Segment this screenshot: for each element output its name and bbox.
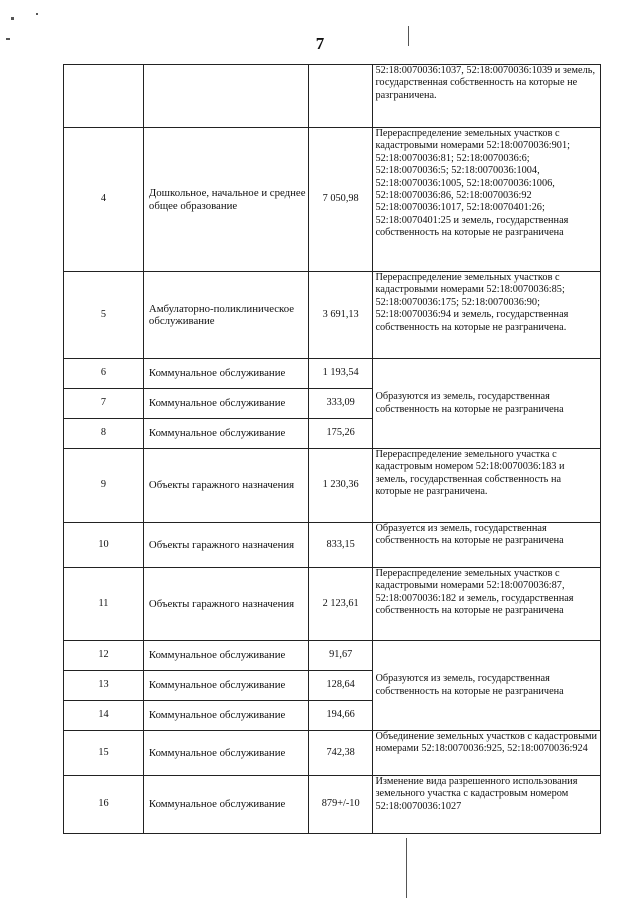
row-note: [373, 359, 601, 449]
row-area: 2 123,61: [308, 568, 373, 641]
row-purpose: Коммунальное обслуживание: [143, 359, 308, 389]
row-number: 13: [64, 671, 144, 701]
table-row: [64, 128, 601, 272]
row-note: [373, 641, 601, 731]
row-note-text: Образуется из земель, государственная собственность на которые не разграничена: [375, 523, 564, 547]
row-area: 91,67: [308, 641, 373, 671]
row-number: 14: [64, 701, 144, 731]
row-note-text: Образуются из земель, государственная собственность на которые не разграничена: [375, 673, 564, 697]
row-area: 128,64: [308, 671, 373, 701]
table-row: [64, 449, 601, 523]
row-area: 3 691,13: [308, 272, 373, 359]
row-note: [373, 568, 601, 641]
table-row: [64, 523, 601, 568]
row-note: [373, 523, 601, 568]
row-note: [373, 272, 601, 359]
row-purpose: Объекты гаражного назначения: [143, 523, 308, 568]
table-row: [64, 272, 601, 359]
table-row: [64, 776, 601, 834]
table-row: [64, 568, 601, 641]
row-note-text: Перераспределение земельного участка с кадастровым номером 52:18:0070036:183 и земель, государственная собственность на которые не разграничена.: [375, 449, 565, 498]
row-number: 4: [64, 128, 144, 272]
row-purpose: Дошкольное, начальное и среднее общее образование: [143, 128, 308, 272]
row-note: [373, 776, 601, 834]
row-note: [373, 65, 601, 128]
row-number: 15: [64, 731, 144, 776]
row-purpose: Коммунальное обслуживание: [143, 419, 308, 449]
row-purpose: Коммунальное обслуживание: [143, 701, 308, 731]
row-number: 5: [64, 272, 144, 359]
row-number: [64, 65, 144, 128]
row-number: 7: [64, 389, 144, 419]
table-row: [64, 65, 601, 128]
row-purpose: Коммунальное обслуживание: [143, 641, 308, 671]
row-note: [373, 731, 601, 776]
row-area: 742,38: [308, 731, 373, 776]
row-number: 10: [64, 523, 144, 568]
row-number: 12: [64, 641, 144, 671]
row-note-text: Перераспределение земельных участков с кадастровыми номерами 52:18:0070036:901; 52:18:0070036:81; 52:18:0070036:6; 52:18:0070036:5; 52:18:0070036:1004, 52:18:0070036:1005, 52:18:0070036:1006, 52:18:0070036:86, 52:18:0070036:92 52:18:0070036:1017, 52:18:0070401:26; 52:18:0070401:25 и земель, государственная собственность на которые не разграничена: [375, 128, 570, 239]
table-row: [64, 641, 601, 671]
row-purpose: Коммунальное обслуживание: [143, 671, 308, 701]
row-area: 194,66: [308, 701, 373, 731]
table-row: [64, 359, 601, 389]
row-area: 833,15: [308, 523, 373, 568]
row-purpose: Объекты гаражного назначения: [143, 449, 308, 523]
row-area: 7 050,98: [308, 128, 373, 272]
page-number: 7: [315, 34, 325, 53]
table-row: [64, 731, 601, 776]
row-note-text: Изменение вида разрешенного использования земельного участка с кадастровым номером 52:18:0070036:1027: [375, 776, 578, 812]
row-area: 175,26: [308, 419, 373, 449]
row-area: 333,09: [308, 389, 373, 419]
row-purpose: Объекты гаражного назначения: [143, 568, 308, 641]
row-purpose: Коммунальное обслуживание: [143, 776, 308, 834]
row-area: 879+/-10: [308, 776, 373, 834]
row-note-text: 52:18:0070036:1037, 52:18:0070036:1039 и земель, государственная собственность на которые не разграничена.: [375, 65, 596, 101]
row-purpose: Амбулаторно-поликлиническое обслуживание: [143, 272, 308, 359]
row-note: [373, 128, 601, 272]
scan-mark: [406, 838, 407, 898]
row-area: [308, 65, 373, 128]
row-number: 9: [64, 449, 144, 523]
row-area: 1 193,54: [308, 359, 373, 389]
row-number: 16: [64, 776, 144, 834]
scan-mark: [408, 26, 409, 46]
scan-mark: [11, 17, 14, 20]
row-number: 11: [64, 568, 144, 641]
row-purpose: Коммунальное обслуживание: [143, 389, 308, 419]
land-plots-table: [63, 64, 601, 834]
row-note: [373, 449, 601, 523]
row-purpose: [143, 65, 308, 128]
row-number: 6: [64, 359, 144, 389]
row-purpose: Коммунальное обслуживание: [143, 731, 308, 776]
row-note-text: Перераспределение земельных участков с кадастровыми номерами 52:18:0070036:85; 52:18:0070036:175; 52:18:0070036:90; 52:18:0070036:94 и земель, государственная собственность на которые не разграничена.: [375, 272, 569, 333]
row-note-text: Образуются из земель, государственная собственность на которые не разграничена: [375, 391, 564, 415]
scan-mark: [36, 13, 38, 15]
row-area: 1 230,36: [308, 449, 373, 523]
row-note-text: Перераспределение земельных участков с кадастровыми номерами 52:18:0070036:87, 52:18:0070036:182 и земель, государственная собственность на которые не разграничена: [375, 568, 574, 617]
scan-mark: [6, 38, 10, 40]
row-note-text: Объединение земельных участков с кадастровыми номерами 52:18:0070036:925, 52:18:0070036:924: [375, 731, 598, 755]
row-number: 8: [64, 419, 144, 449]
